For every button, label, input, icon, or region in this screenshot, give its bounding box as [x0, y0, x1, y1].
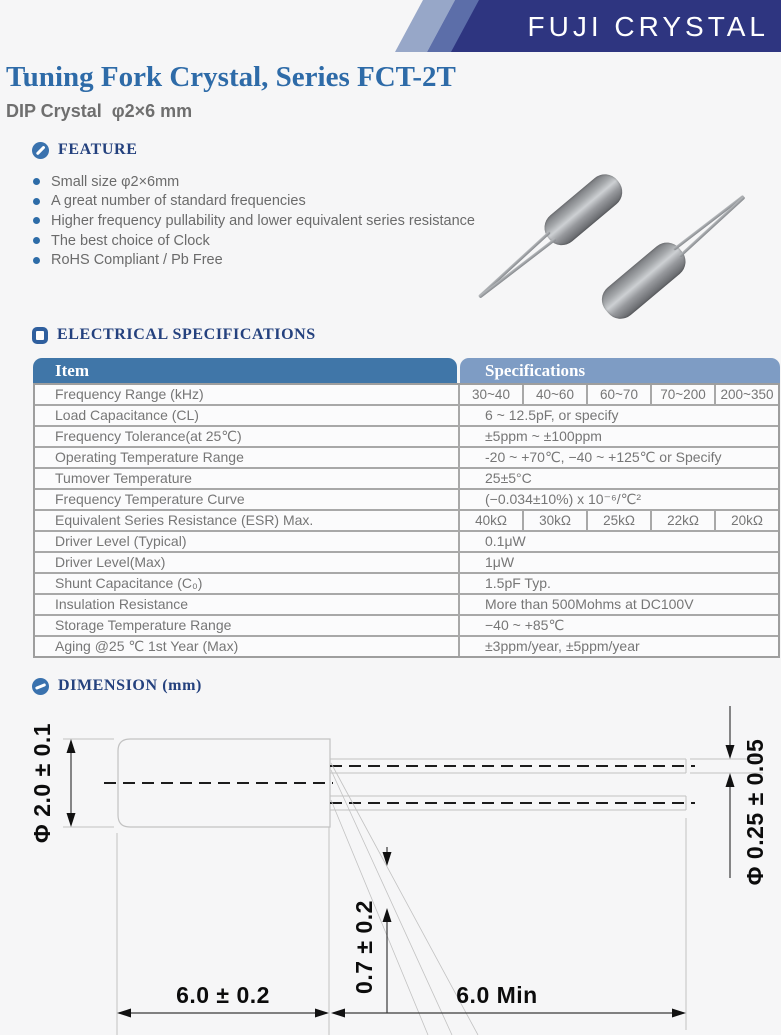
dim-label-lead-spacing: 0.7 ± 0.2: [351, 900, 378, 994]
item-cell: Driver Level(Max): [35, 553, 460, 572]
table-row: [35, 448, 778, 469]
section-title: FEATURE: [58, 141, 138, 158]
feature-item-text: RoHS Compliant / Pb Free: [51, 252, 223, 269]
table-row: [35, 637, 778, 656]
spec-cells: -20 ~ +70℃, −40 ~ +125℃ or Specify: [485, 449, 722, 465]
dimension-lines: [71, 706, 730, 1013]
spec-cell: 40kΩ: [460, 511, 524, 530]
spec-cells: 1μW: [485, 554, 515, 570]
section-heading-feature: [32, 141, 137, 159]
ring-icon: [32, 327, 48, 344]
spec-cells: −40 ~ +85℃: [485, 617, 565, 633]
table-row: [35, 595, 778, 616]
spec-cell: 25kΩ: [588, 511, 652, 530]
section-heading-dimension: [32, 677, 202, 695]
table-row: [35, 616, 778, 637]
item-cell: Tumover Temperature: [35, 469, 460, 488]
table-row: [35, 385, 778, 406]
table-row: [35, 532, 778, 553]
slash-icon: [32, 678, 49, 695]
feature-item-text: Small size φ2×6mm: [51, 173, 180, 190]
spec-table: [33, 358, 780, 658]
table-row: [35, 574, 778, 595]
page-title: Tuning Fork Crystal, Series FCT-2T: [6, 61, 456, 93]
table-row: [35, 553, 778, 574]
spec-cell: 30kΩ: [524, 511, 588, 530]
dim-label-lead-length: 6.0 Min: [456, 982, 538, 1008]
feature-item: [33, 172, 475, 192]
spec-cells: 0.1μW: [485, 533, 526, 549]
brand-logo: FUJI CRYSTAL: [527, 11, 769, 42]
table-row: [35, 427, 778, 448]
spec-table-header: [33, 358, 780, 383]
feature-item: [33, 250, 475, 270]
section-title: DIMENSION (mm): [58, 677, 202, 694]
spec-cell: 30~40: [460, 385, 524, 404]
spec-cell: 22kΩ: [652, 511, 716, 530]
spec-cells: (−0.034±10%) x 10⁻⁶/℃²: [485, 491, 642, 507]
dimension-drawing: [0, 700, 781, 1035]
dim-label-lead-diameter: Φ 0.25 ± 0.05: [742, 738, 769, 886]
spec-cells: More than 500Mohms at DC100V: [485, 596, 694, 612]
page-subtitle: DIP Crystal φ2×6 mm: [6, 101, 193, 121]
item-cell: Frequency Tolerance(at 25℃): [35, 427, 460, 446]
spec-cells: [460, 511, 778, 530]
table-row: [35, 511, 778, 532]
table-row: [35, 490, 778, 511]
crystal-leads: [673, 192, 748, 257]
feature-item-text: A great number of standard frequencies: [51, 193, 306, 210]
spec-column-header: Specifications: [460, 358, 780, 383]
crystal-leads: [476, 231, 557, 301]
bullet-icon: [33, 178, 40, 185]
bullet-icon: [33, 217, 40, 224]
item-cell: Driver Level (Typical): [35, 532, 460, 551]
spec-cells: 25±5°C: [485, 470, 532, 486]
bullet-icon: [33, 237, 40, 244]
section-heading-electrical: [32, 326, 316, 344]
header-band: [0, 0, 781, 52]
spec-cells: 6 ~ 12.5pF, or specify: [485, 407, 619, 423]
table-row: [35, 469, 778, 490]
spec-cell: 20kΩ: [731, 513, 763, 528]
item-cell: Storage Temperature Range: [35, 616, 460, 635]
product-image: [490, 150, 781, 310]
item-cell: Frequency Range (kHz): [35, 385, 460, 404]
crystal-lead: [679, 196, 746, 257]
item-cell: Frequency Temperature Curve: [35, 490, 460, 509]
bullet-icon: [33, 198, 40, 205]
spec-cells: 1.5pF Typ.: [485, 575, 551, 591]
item-cell: Shunt Capacitance (C₀): [35, 574, 460, 593]
bullet-icon: [33, 257, 40, 264]
table-row: [35, 406, 778, 427]
spec-cells: [460, 385, 778, 404]
spec-cell: 40~60: [524, 385, 588, 404]
centerlines: [104, 766, 695, 803]
section-title: ELECTRICAL SPECIFICATIONS: [57, 326, 316, 343]
spec-table-body: [33, 383, 780, 658]
item-column-header: Item: [33, 358, 457, 383]
spec-cell: 70~200: [652, 385, 716, 404]
feature-item: [33, 231, 475, 251]
pencil-icon: [32, 142, 49, 159]
dim-label-body-length: 6.0 ± 0.2: [176, 982, 270, 1008]
feature-item-text: The best choice of Clock: [51, 232, 210, 249]
item-cell: Operating Temperature Range: [35, 448, 460, 467]
crystal-render-right: [595, 183, 755, 326]
spec-cell: 60~70: [588, 385, 652, 404]
feature-item-text: Higher frequency pullability and lower equivalent series resistance: [51, 212, 475, 229]
feature-list: [33, 172, 475, 270]
feature-item: [33, 211, 475, 231]
item-cell: Insulation Resistance: [35, 595, 460, 614]
spec-cell: 200~350: [720, 387, 774, 402]
spec-cells: ±5ppm ~ ±100ppm: [485, 428, 602, 444]
item-cell: Aging @25 ℃ 1st Year (Max): [35, 637, 460, 656]
spec-cells: ±3ppm/year, ±5ppm/year: [485, 638, 640, 654]
feature-item: [33, 192, 475, 212]
item-cell: Load Capacitance (CL): [35, 406, 460, 425]
arrowheads: [67, 739, 735, 1018]
item-cell: Equivalent Series Resistance (ESR) Max.: [35, 511, 460, 530]
dim-label-body-diameter: Φ 2.0 ± 0.1: [29, 722, 56, 844]
crystal-lead: [479, 238, 557, 298]
